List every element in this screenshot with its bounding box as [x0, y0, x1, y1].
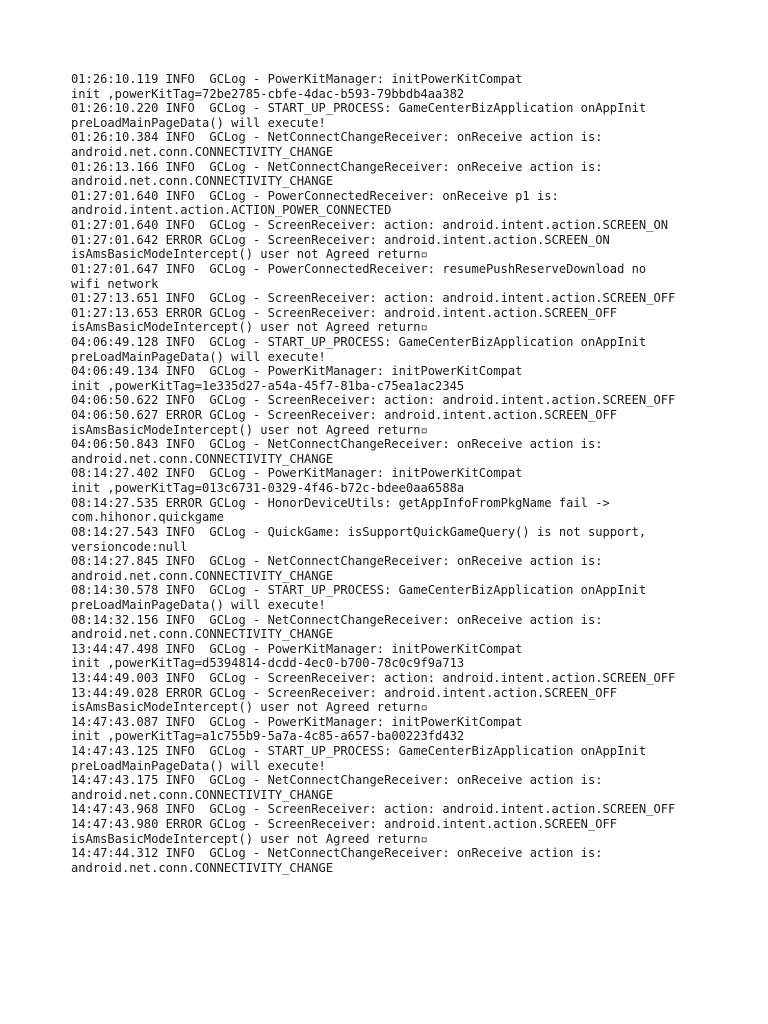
log-line: isAmsBasicModeIntercept() user not Agreed return▫	[71, 422, 428, 437]
log-line: 01:27:01.640 INFO GCLog - PowerConnectedReceiver: onReceive p1 is:	[71, 188, 559, 203]
log-line: init ,powerKitTag=72be2785-cbfe-4dac-b593-79bbdb4aa382	[71, 86, 465, 101]
log-line: 14:47:43.125 INFO GCLog - START_UP_PROCESS: GameCenterBizApplication onAppInit	[71, 744, 647, 759]
log-line: 14:47:43.175 INFO GCLog - NetConnectChangeReceiver: onReceive action is:	[71, 773, 603, 788]
log-line: 04:06:50.843 INFO GCLog - NetConnectChangeReceiver: onReceive action is:	[71, 437, 603, 452]
log-line: 01:27:01.642 ERROR GCLog - ScreenReceiver: android.intent.action.SCREEN_ON	[71, 232, 610, 247]
log-line: 01:26:13.166 INFO GCLog - NetConnectChangeReceiver: onReceive action is:	[71, 159, 603, 174]
log-line: 14:47:43.087 INFO GCLog - PowerKitManager: initPowerKitCompat	[71, 714, 523, 729]
log-line: 13:44:47.498 INFO GCLog - PowerKitManager: initPowerKitCompat	[71, 641, 523, 656]
log-line: 01:27:01.640 INFO GCLog - ScreenReceiver: action: android.intent.action.SCREEN_ON	[71, 218, 669, 233]
log-line: init ,powerKitTag=d5394814-dcdd-4ec0-b700-78c0c9f9a713	[71, 656, 465, 671]
log-line: android.net.conn.CONNECTIVITY_CHANGE	[71, 174, 334, 189]
log-line: 04:06:50.627 ERROR GCLog - ScreenReceiver: android.intent.action.SCREEN_OFF	[71, 408, 618, 423]
log-line: 13:44:49.003 INFO GCLog - ScreenReceiver: action: android.intent.action.SCREEN_OFF	[71, 670, 676, 685]
log-line: android.net.conn.CONNECTIVITY_CHANGE	[71, 860, 334, 875]
log-line: init ,powerKitTag=1e335d27-a54a-45f7-81ba-c75ea1ac2345	[71, 378, 465, 393]
log-line: isAmsBasicModeIntercept() user not Agreed return▫	[71, 320, 428, 335]
log-line: preLoadMainPageData() will execute!	[71, 349, 326, 364]
log-line: 14:47:44.312 INFO GCLog - NetConnectChangeReceiver: onReceive action is:	[71, 846, 603, 861]
log-line: 13:44:49.028 ERROR GCLog - ScreenReceiver: android.intent.action.SCREEN_OFF	[71, 685, 618, 700]
log-line: 04:06:49.134 INFO GCLog - PowerKitManager: initPowerKitCompat	[71, 364, 523, 379]
log-line: init ,powerKitTag=013c6731-0329-4f46-b72c-bdee0aa6588a	[71, 481, 465, 496]
log-line: isAmsBasicModeIntercept() user not Agreed return▫	[71, 700, 428, 715]
log-line: 01:27:01.647 INFO GCLog - PowerConnectedReceiver: resumePushReserveDownload no	[71, 261, 647, 276]
log-line: 08:14:27.845 INFO GCLog - NetConnectChangeReceiver: onReceive action is:	[71, 554, 603, 569]
log-line: 01:27:13.653 ERROR GCLog - ScreenReceiver: android.intent.action.SCREEN_OFF	[71, 305, 618, 320]
log-line: versioncode:null	[71, 539, 188, 554]
log-line: 08:14:27.535 ERROR GCLog - HonorDeviceUtils: getAppInfoFromPkgName fail ->	[71, 495, 610, 510]
log-line: 08:14:30.578 INFO GCLog - START_UP_PROCESS: GameCenterBizApplication onAppInit	[71, 583, 647, 598]
log-line: 04:06:49.128 INFO GCLog - START_UP_PROCESS: GameCenterBizApplication onAppInit	[71, 334, 647, 349]
log-line: com.hihonor.quickgame	[71, 510, 224, 525]
log-line: 14:47:43.968 INFO GCLog - ScreenReceiver: action: android.intent.action.SCREEN_OFF	[71, 802, 676, 817]
log-line: isAmsBasicModeIntercept() user not Agreed return▫	[71, 247, 428, 262]
log-line: android.net.conn.CONNECTIVITY_CHANGE	[71, 451, 334, 466]
log-line: 08:14:27.543 INFO GCLog - QuickGame: isSupportQuickGameQuery() is not support,	[71, 524, 647, 539]
log-line: init ,powerKitTag=a1c755b9-5a7a-4c85-a657-ba00223fd432	[71, 729, 465, 744]
log-line: preLoadMainPageData() will execute!	[71, 115, 326, 130]
log-line: 14:47:43.980 ERROR GCLog - ScreenReceiver: android.intent.action.SCREEN_OFF	[71, 817, 618, 832]
log-line: 01:26:10.119 INFO GCLog - PowerKitManager: initPowerKitCompat	[71, 72, 523, 86]
log-line: preLoadMainPageData() will execute!	[71, 758, 326, 773]
log-line: 01:26:10.384 INFO GCLog - NetConnectChangeReceiver: onReceive action is:	[71, 130, 603, 145]
log-line: wifi network	[71, 276, 159, 291]
log-line: 01:27:13.651 INFO GCLog - ScreenReceiver: action: android.intent.action.SCREEN_OFF	[71, 291, 676, 306]
log-line: 01:26:10.220 INFO GCLog - START_UP_PROCESS: GameCenterBizApplication onAppInit	[71, 101, 647, 116]
log-line: android.net.conn.CONNECTIVITY_CHANGE	[71, 568, 334, 583]
log-line: 04:06:50.622 INFO GCLog - ScreenReceiver: action: android.intent.action.SCREEN_OFF	[71, 393, 676, 408]
log-text-block	[71, 72, 731, 876]
log-line: preLoadMainPageData() will execute!	[71, 597, 326, 612]
log-line: android.net.conn.CONNECTIVITY_CHANGE	[71, 627, 334, 642]
log-line: android.net.conn.CONNECTIVITY_CHANGE	[71, 145, 334, 160]
log-line: 08:14:32.156 INFO GCLog - NetConnectChangeReceiver: onReceive action is:	[71, 612, 603, 627]
log-line: android.intent.action.ACTION_POWER_CONNECTED	[71, 203, 392, 218]
log-line: 08:14:27.402 INFO GCLog - PowerKitManager: initPowerKitCompat	[71, 466, 523, 481]
log-line: isAmsBasicModeIntercept() user not Agreed return▫	[71, 831, 428, 846]
log-line: android.net.conn.CONNECTIVITY_CHANGE	[71, 787, 334, 802]
